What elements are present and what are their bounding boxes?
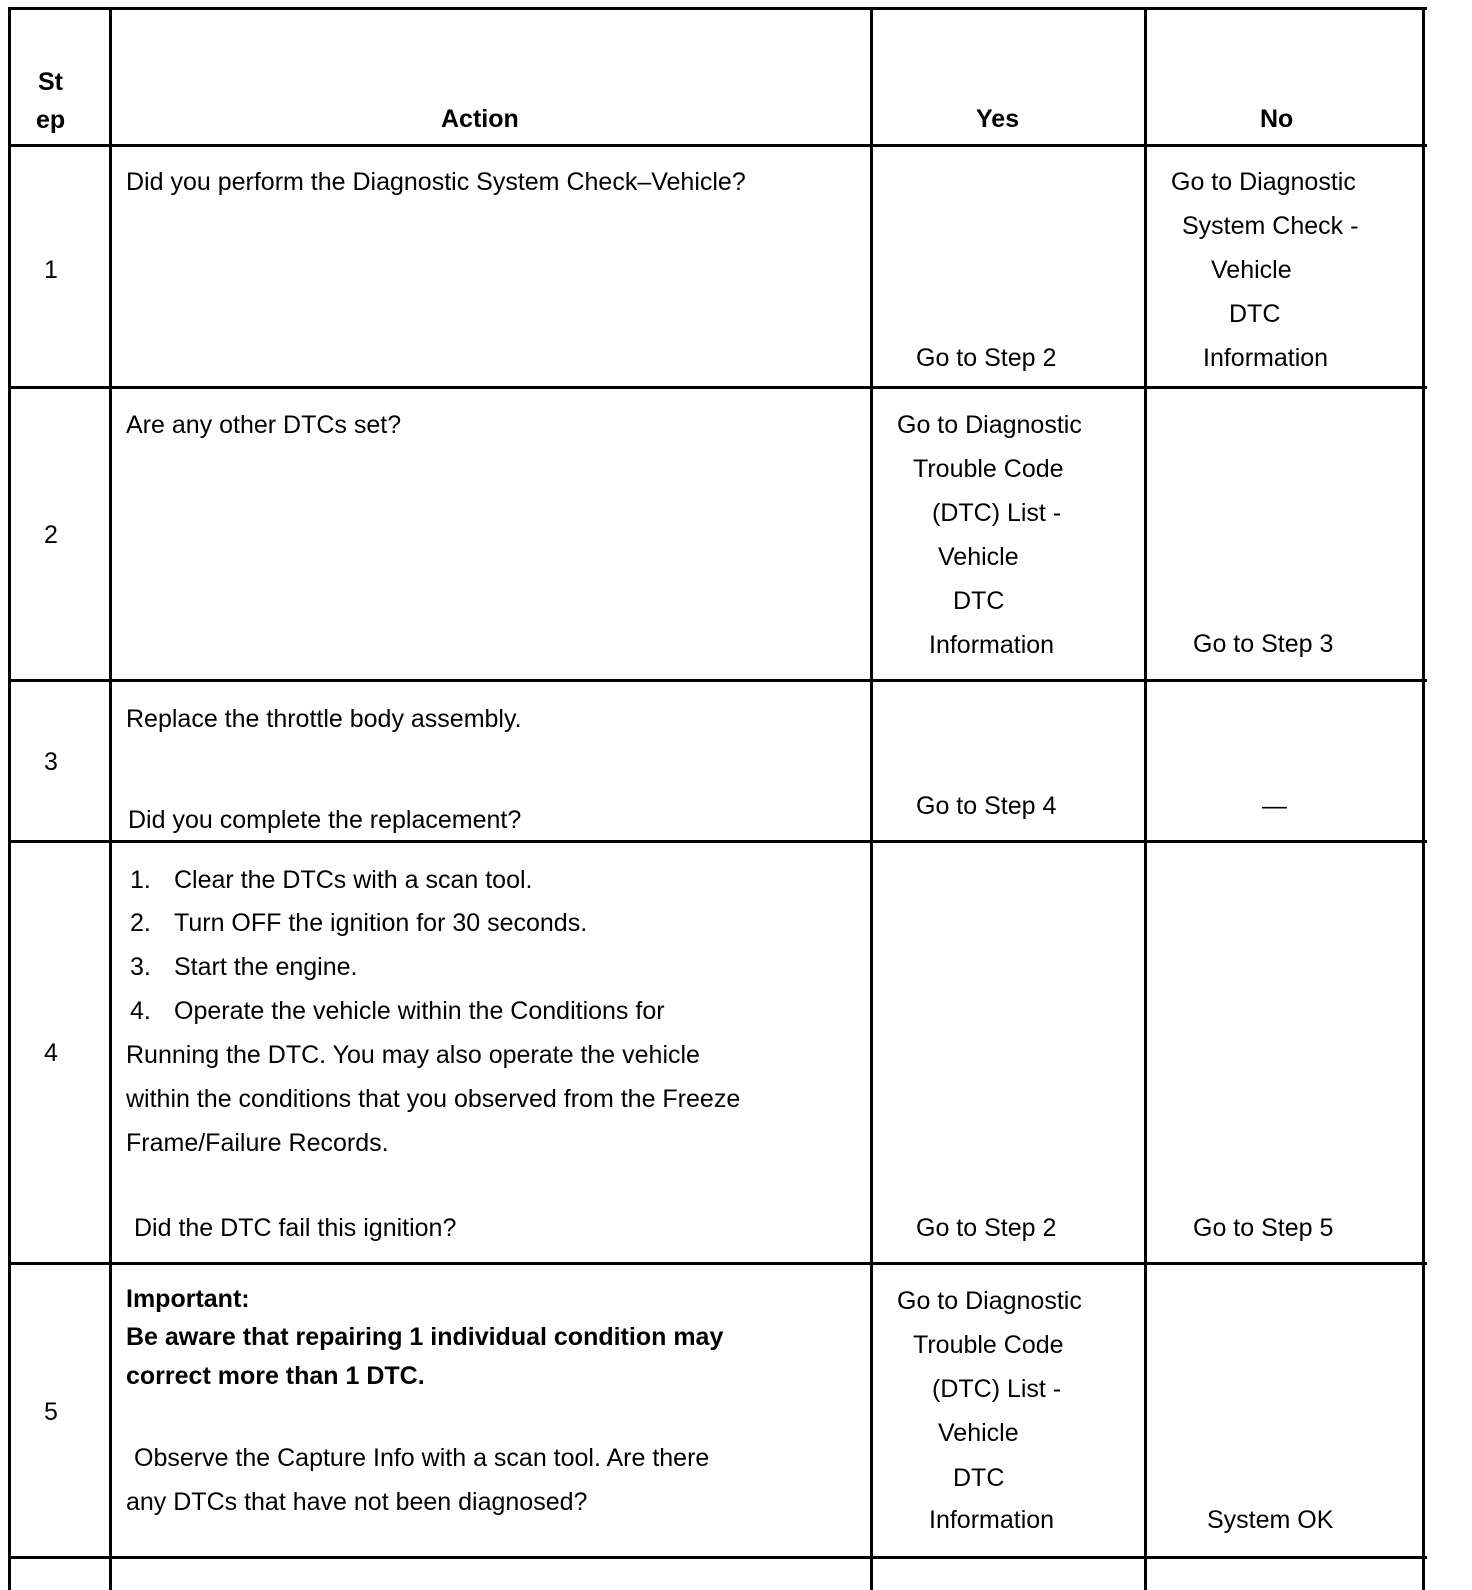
border-col-no — [1144, 7, 1147, 1590]
action-text: any DTCs that have not been diagnosed? — [126, 1488, 588, 1516]
list-item-text: Turn OFF the ignition for 30 seconds. — [174, 909, 588, 937]
no-result: Go to Diagnostic — [1171, 168, 1356, 196]
border-row4-bottom — [9, 1262, 1427, 1265]
header-yes: Yes — [976, 105, 1020, 133]
border-row1-bottom — [9, 386, 1427, 389]
no-result: System Check - — [1182, 212, 1359, 240]
step-number: 4 — [44, 1039, 58, 1067]
step-number: 3 — [44, 748, 58, 776]
action-text: Running the DTC. You may also operate the vehicle — [126, 1041, 700, 1069]
step-number: 1 — [44, 256, 58, 284]
list-item-number: 1. — [130, 866, 151, 894]
important-text: Be aware that repairing 1 individual condition may — [126, 1323, 724, 1351]
yes-result: DTC — [953, 1464, 1005, 1492]
list-item-number: 4. — [130, 997, 151, 1025]
action-text: Are any other DTCs set? — [126, 411, 402, 439]
border-right — [1422, 7, 1425, 1590]
border-row2-bottom — [9, 679, 1427, 682]
yes-result: Trouble Code — [913, 455, 1064, 483]
list-item-number: 2. — [130, 909, 151, 937]
no-result: Go to Step 3 — [1193, 630, 1334, 658]
yes-result: Information — [929, 631, 1055, 659]
border-header-bottom — [9, 144, 1427, 147]
important-label: Important: — [126, 1285, 250, 1313]
border-left — [8, 7, 11, 1590]
yes-result: Vehicle — [938, 543, 1019, 571]
header-action: Action — [441, 105, 519, 133]
list-item-text: Operate the vehicle within the Conditions for — [174, 997, 665, 1025]
yes-result: Go to Step 2 — [916, 1214, 1057, 1242]
important-text: correct more than 1 DTC. — [126, 1362, 425, 1390]
list-item-text: Start the engine. — [174, 953, 358, 981]
border-row5-bottom — [9, 1556, 1427, 1559]
action-text: Observe the Capture Info with a scan tool. Are there — [134, 1444, 710, 1472]
action-question: Did the DTC fail this ignition? — [134, 1214, 457, 1242]
border-row3-bottom — [9, 840, 1427, 843]
border-col-action — [109, 7, 112, 1590]
yes-result: Go to Diagnostic — [897, 1287, 1082, 1315]
step-number: 5 — [44, 1398, 58, 1426]
list-item-text: Clear the DTCs with a scan tool. — [174, 866, 533, 894]
no-result: Vehicle — [1211, 256, 1292, 284]
yes-result: Information — [929, 1506, 1055, 1534]
action-text: Did you perform the Diagnostic System Check–Vehicle? — [126, 168, 746, 196]
yes-result: DTC — [953, 587, 1005, 615]
action-question: Did you complete the replacement? — [128, 806, 522, 834]
yes-result: Go to Step 2 — [916, 344, 1057, 372]
no-result: Go to Step 5 — [1193, 1214, 1334, 1242]
list-item-number: 3. — [130, 953, 151, 981]
yes-result: (DTC) List - — [932, 499, 1062, 527]
action-text: Replace the throttle body assembly. — [126, 705, 522, 733]
no-result: — — [1262, 792, 1287, 820]
yes-result: Vehicle — [938, 1419, 1019, 1447]
action-text: within the conditions that you observed from the Freeze — [126, 1085, 741, 1113]
yes-result: Go to Step 4 — [916, 792, 1057, 820]
yes-result: Go to Diagnostic — [897, 411, 1082, 439]
yes-result: Trouble Code — [913, 1331, 1064, 1359]
yes-result: (DTC) List - — [932, 1375, 1062, 1403]
step-number: 2 — [44, 521, 58, 549]
header-no: No — [1260, 105, 1294, 133]
no-result: DTC — [1229, 300, 1281, 328]
action-text: Frame/Failure Records. — [126, 1129, 389, 1157]
header-step-line1: St — [38, 68, 63, 96]
no-result: Information — [1203, 344, 1329, 372]
no-result: System OK — [1207, 1506, 1334, 1534]
header-step-line2: ep — [36, 106, 66, 134]
border-top — [9, 7, 1427, 10]
border-col-yes — [870, 7, 873, 1590]
